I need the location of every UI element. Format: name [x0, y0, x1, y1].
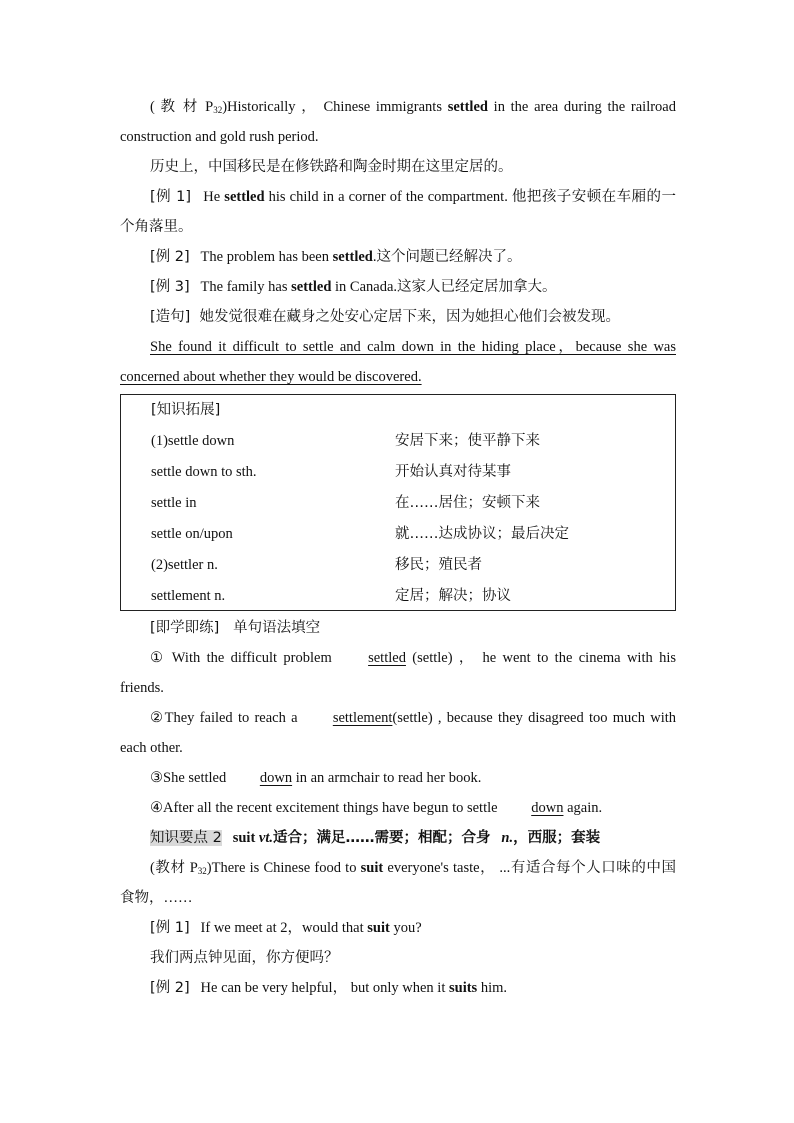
page-subscript: 32: [213, 105, 223, 115]
keyword: settled: [291, 279, 332, 295]
example-5: [120, 973, 676, 1003]
keyword: suit: [232, 830, 256, 846]
meaning: 在……居住；安顿下来: [395, 495, 540, 511]
sentence-making: [120, 302, 676, 332]
definition: 适合；满足……需要；相配；合身: [273, 830, 491, 846]
keyword: settled: [224, 189, 265, 205]
keyword: suits: [448, 980, 478, 996]
translation: 我们两点钟见面，你方便吗？: [150, 950, 339, 966]
phrase: settle on/upon: [151, 526, 233, 542]
part-of-speech: vt.: [258, 830, 274, 846]
question-text: ④After all the recent excitement things have begun to settle: [150, 800, 502, 816]
meaning: 开始认真对待某事: [395, 464, 511, 480]
keyword: suit: [360, 860, 384, 876]
example-text: .这个问题已经解决了。: [372, 249, 522, 265]
quote-text: everyone's taste， ...有适合每个人口味的中国食物，……: [120, 860, 676, 906]
quote-text: in the area during the railroad construction and gold rush period.: [120, 99, 676, 145]
question-text: (settle) ， he went to the cinema with his friends.: [120, 650, 676, 696]
translation: 历史上，中国移民是在修铁路和陶金时期在这里定居的。: [150, 159, 513, 175]
knowledge-row: [151, 519, 645, 550]
knowledge-row: [151, 488, 645, 519]
example-1: [120, 182, 676, 242]
sentence-answer: She found it difficult to settle and calm down in the hiding place，because she was concerned about whether they would be discovered.: [120, 339, 676, 385]
definition: 西服；套装: [527, 830, 601, 846]
answer-blank: settlement: [332, 710, 393, 726]
meaning: 移民；殖民者: [395, 557, 482, 573]
example-text: you?: [389, 920, 422, 936]
example-tag: [例 2]: [150, 980, 190, 996]
question-text: again.: [563, 800, 603, 816]
source-ref: (教材 P: [150, 860, 198, 876]
practice-question: [120, 703, 676, 763]
answer-blank: down: [531, 800, 564, 816]
example-4: [120, 913, 676, 943]
practice-question: [120, 763, 676, 793]
knowledge-row: [151, 426, 645, 457]
answer-blank: settled: [368, 650, 406, 666]
example-3: [120, 272, 676, 302]
phrase: settle down to sth.: [151, 464, 257, 480]
knowledge-row: [151, 581, 645, 612]
document-page: [120, 92, 676, 1003]
key-point-label: 知识要点 2: [150, 830, 222, 846]
textbook-quote: [120, 92, 676, 152]
knowledge-row: [151, 550, 645, 581]
practice-header: [120, 613, 676, 643]
answer-blank: down: [259, 770, 293, 786]
practice-question: [120, 793, 676, 823]
meaning: 定居；解决；协议: [395, 588, 511, 604]
example-text: The problem has been: [200, 249, 333, 265]
example-tag: [例 1]: [150, 189, 192, 205]
phrase: (2)settler n.: [151, 557, 218, 573]
knowledge-row: [151, 457, 645, 488]
textbook-quote: [120, 853, 676, 913]
phrase: settlement n.: [151, 588, 226, 604]
practice-title: 单句语法填空: [233, 620, 321, 636]
page-subscript: 32: [197, 866, 207, 876]
example-text: He: [203, 189, 225, 205]
example-text: He can be very helpful， but only when it: [200, 980, 449, 996]
zaoju-prompt: 她发觉很难在藏身之处安心定居下来，因为她担心他们会被发现。: [199, 309, 621, 325]
practice-tag: [即学即练]: [150, 620, 220, 636]
knowledge-box: [120, 394, 676, 611]
phrase: (1)settle down: [151, 433, 235, 449]
question-text: ① With the difficult problem: [150, 650, 339, 666]
quote-text: )There is Chinese food to: [206, 860, 361, 876]
phrase: settle in: [151, 495, 197, 511]
example-tag: [例 1]: [150, 920, 190, 936]
keyword: suit: [367, 920, 390, 936]
meaning: 就……达成协议；最后决定: [395, 526, 569, 542]
example-tag: [例 3]: [150, 279, 190, 295]
example-text: The family has: [200, 279, 292, 295]
keyword: settled: [447, 99, 488, 115]
source-ref: ( 教 材 P: [150, 99, 214, 115]
example-tag: [例 2]: [150, 249, 190, 265]
practice-question: [120, 643, 676, 703]
example-text: in Canada.这家人已经定居加拿大。: [331, 279, 557, 295]
zaoju-tag: [造句]: [150, 309, 191, 325]
example-2: [120, 242, 676, 272]
meaning: 安居下来；使平静下来: [395, 433, 540, 449]
quote-text: )Historically ， Chinese immigrants: [222, 99, 448, 115]
question-text: in an armchair to read her book.: [292, 770, 482, 786]
example-text: If we meet at 2，would that: [200, 920, 368, 936]
knowledge-title: [知识拓展]: [151, 402, 221, 418]
example-text: him.: [477, 980, 508, 996]
question-text: (settle) , because they disagreed too much with each other.: [120, 710, 677, 756]
question-text: ②They failed to reach a: [150, 710, 303, 726]
key-point-heading: 知识要点 2 suit vt.适合；满足……需要；相配；合身 n.，西服；套装: [150, 830, 601, 846]
question-text: ③She settled: [150, 770, 230, 786]
part-of-speech: n.: [501, 830, 514, 846]
example-text: his child in a corner of the compartment. 他把孩子安顿在车厢的一个角落里。: [120, 189, 676, 235]
keyword: settled: [332, 249, 373, 265]
